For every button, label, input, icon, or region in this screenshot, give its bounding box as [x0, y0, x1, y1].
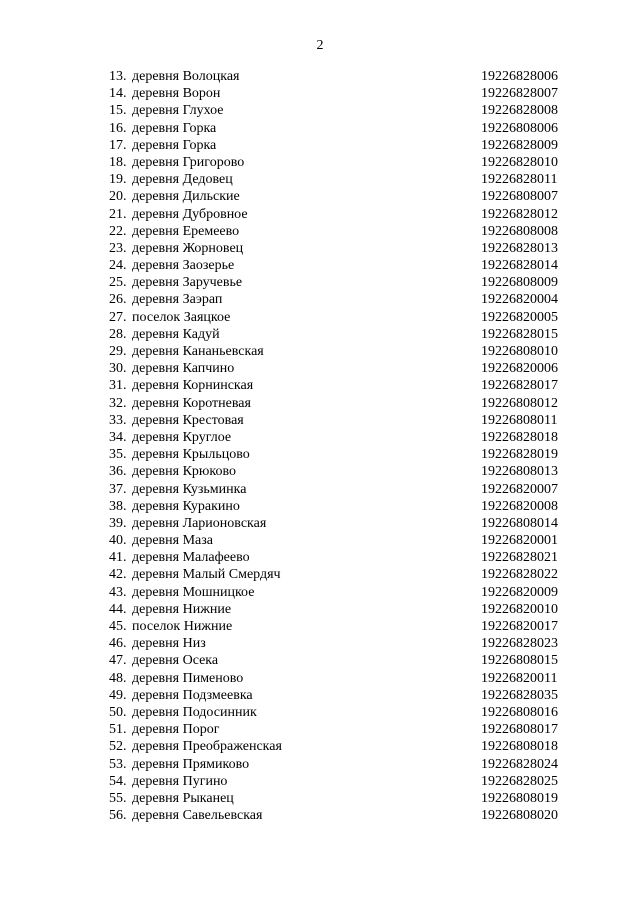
entry-settlement-name: деревня Дильские — [132, 189, 240, 205]
entry-settlement-name: деревня Коротневая — [132, 395, 251, 411]
entry-number: 27. — [109, 309, 127, 325]
list-item — [0, 102, 640, 119]
entry-number: 36. — [109, 464, 127, 480]
list-item — [0, 257, 640, 274]
entry-settlement-name: деревня Ларионовская — [132, 515, 267, 531]
entry-number: 25. — [109, 275, 127, 291]
list-item — [0, 85, 640, 102]
entry-oktmo-code: 19226828014 — [481, 258, 558, 274]
entry-settlement-name: деревня Маза — [132, 533, 213, 549]
list-item — [0, 670, 640, 687]
entry-number: 48. — [109, 670, 127, 686]
entry-oktmo-code: 19226820010 — [481, 601, 558, 617]
list-item — [0, 738, 640, 755]
entry-settlement-name: деревня Нижние — [132, 601, 232, 617]
list-item — [0, 601, 640, 618]
list-item — [0, 532, 640, 549]
entry-number: 13. — [109, 69, 127, 84]
entry-number: 56. — [109, 808, 127, 824]
entry-oktmo-code: 19226828013 — [481, 240, 558, 256]
entry-oktmo-code: 19226808013 — [481, 464, 558, 480]
entry-oktmo-code: 19226828035 — [481, 687, 558, 703]
list-item — [0, 188, 640, 205]
list-item — [0, 377, 640, 394]
entry-oktmo-code: 19226828017 — [481, 378, 558, 394]
entry-settlement-name: деревня Заэрап — [132, 292, 223, 308]
entry-settlement-name: деревня Григорово — [132, 154, 245, 170]
entry-number: 46. — [109, 636, 127, 652]
list-item — [0, 326, 640, 343]
entry-oktmo-code: 19226828010 — [481, 154, 558, 170]
entry-number: 40. — [109, 533, 127, 549]
list-item — [0, 446, 640, 463]
entry-settlement-name: деревня Низ — [132, 636, 206, 652]
entry-oktmo-code: 19226808008 — [481, 223, 558, 239]
list-item — [0, 137, 640, 154]
entry-number: 29. — [109, 344, 127, 359]
entry-settlement-name: деревня Подзмеевка — [132, 687, 253, 703]
entry-settlement-name: деревня Горка — [132, 120, 217, 136]
list-item — [0, 343, 640, 360]
entry-settlement-name: деревня Волоцкая — [132, 69, 240, 84]
list-item — [0, 652, 640, 669]
entry-number: 22. — [109, 223, 127, 239]
list-item — [0, 120, 640, 137]
list-item — [0, 515, 640, 532]
entry-oktmo-code: 19226828008 — [481, 103, 558, 119]
entry-number: 49. — [109, 687, 127, 703]
entry-number: 38. — [109, 498, 127, 514]
list-item — [0, 240, 640, 257]
list-item — [0, 412, 640, 429]
entry-number: 14. — [109, 86, 127, 102]
list-item — [0, 584, 640, 601]
list-item — [0, 566, 640, 583]
entry-oktmo-code: 19226828021 — [481, 550, 558, 566]
entry-oktmo-code: 19226808011 — [481, 412, 558, 428]
entry-settlement-name: деревня Куракино — [132, 498, 240, 514]
entry-settlement-name: деревня Прямиково — [132, 756, 250, 772]
entry-settlement-name: деревня Пугино — [132, 773, 228, 789]
entry-settlement-name: деревня Еремеево — [132, 223, 240, 239]
entry-number: 19. — [109, 172, 127, 188]
entry-number: 47. — [109, 653, 127, 669]
list-item — [0, 291, 640, 308]
list-item — [0, 309, 640, 326]
entry-number: 53. — [109, 756, 127, 772]
entry-number: 30. — [109, 361, 127, 377]
entry-settlement-name: деревня Савельевская — [132, 808, 263, 824]
entry-settlement-name: деревня Рыканец — [132, 790, 234, 806]
entry-settlement-name: деревня Дедовец — [132, 172, 233, 188]
entry-settlement-name: деревня Заручевье — [132, 275, 243, 291]
list-item — [0, 463, 640, 480]
entry-number: 52. — [109, 739, 127, 755]
entry-oktmo-code: 19226828015 — [481, 326, 558, 342]
entry-settlement-name: деревня Жорновец — [132, 240, 244, 256]
entry-oktmo-code: 19226820004 — [481, 292, 558, 308]
entry-oktmo-code: 19226828012 — [481, 206, 558, 222]
entry-number: 37. — [109, 481, 127, 497]
entry-oktmo-code: 19226820007 — [481, 481, 558, 497]
list-item — [0, 618, 640, 635]
entry-oktmo-code: 19226828006 — [481, 69, 558, 84]
entry-settlement-name: деревня Крюково — [132, 464, 236, 480]
settlement-list — [0, 68, 640, 824]
entry-oktmo-code: 19226808007 — [481, 189, 558, 205]
entry-number: 21. — [109, 206, 127, 222]
entry-oktmo-code: 19226820011 — [481, 670, 558, 686]
list-item — [0, 171, 640, 188]
entry-number: 44. — [109, 601, 127, 617]
entry-number: 28. — [109, 326, 127, 342]
entry-number: 43. — [109, 584, 127, 600]
entry-oktmo-code: 19226820008 — [481, 498, 558, 514]
list-item — [0, 223, 640, 240]
entry-settlement-name: деревня Малафеево — [132, 550, 250, 566]
page-number: 2 — [316, 38, 324, 53]
entry-number: 26. — [109, 292, 127, 308]
entry-oktmo-code: 19226820009 — [481, 584, 558, 600]
entry-oktmo-code: 19226828007 — [481, 86, 558, 102]
entry-number: 50. — [109, 704, 127, 720]
entry-oktmo-code: 19226808009 — [481, 275, 558, 291]
entry-number: 24. — [109, 258, 127, 274]
list-item — [0, 360, 640, 377]
entry-number: 32. — [109, 395, 127, 411]
entry-number: 51. — [109, 722, 127, 738]
entry-number: 55. — [109, 790, 127, 806]
entry-settlement-name: деревня Ворон — [132, 86, 221, 102]
entry-number: 23. — [109, 240, 127, 256]
entry-settlement-name: деревня Корнинская — [132, 378, 254, 394]
entry-settlement-name: деревня Круглое — [132, 429, 232, 445]
entry-number: 31. — [109, 378, 127, 394]
entry-settlement-name: деревня Пименово — [132, 670, 244, 686]
list-item — [0, 498, 640, 515]
list-item — [0, 206, 640, 223]
entry-oktmo-code: 19226808018 — [481, 739, 558, 755]
entry-settlement-name: деревня Капчино — [132, 361, 235, 377]
list-item — [0, 704, 640, 721]
entry-settlement-name: деревня Крестовая — [132, 412, 244, 428]
entry-settlement-name: деревня Мошницкое — [132, 584, 255, 600]
entry-settlement-name: деревня Преображенская — [132, 739, 282, 755]
entry-oktmo-code: 19226828023 — [481, 636, 558, 652]
list-item — [0, 721, 640, 738]
entry-oktmo-code: 19226828009 — [481, 137, 558, 153]
list-item — [0, 395, 640, 412]
entry-oktmo-code: 19226808015 — [481, 653, 558, 669]
entry-number: 39. — [109, 515, 127, 531]
entry-oktmo-code: 19226828019 — [481, 447, 558, 463]
entry-oktmo-code: 19226828011 — [481, 172, 558, 188]
entry-number: 35. — [109, 447, 127, 463]
list-item — [0, 549, 640, 566]
entry-oktmo-code: 19226828024 — [481, 756, 558, 772]
entry-settlement-name: деревня Кузьминка — [132, 481, 247, 497]
list-item — [0, 790, 640, 807]
entry-settlement-name: деревня Заозерье — [132, 258, 235, 274]
entry-settlement-name: деревня Порог — [132, 722, 220, 738]
entry-settlement-name: деревня Кадуй — [132, 326, 220, 342]
list-item — [0, 635, 640, 652]
entry-oktmo-code: 19226808014 — [481, 515, 558, 531]
list-item — [0, 773, 640, 790]
entry-settlement-name: деревня Осека — [132, 653, 219, 669]
entry-number: 54. — [109, 773, 127, 789]
entry-oktmo-code: 19226828022 — [481, 567, 558, 583]
entry-number: 16. — [109, 120, 127, 136]
entry-settlement-name: деревня Малый Смердяч — [132, 567, 281, 583]
entry-oktmo-code: 19226808006 — [481, 120, 558, 136]
entry-settlement-name: деревня Дубровное — [132, 206, 248, 222]
entry-number: 42. — [109, 567, 127, 583]
entry-number: 41. — [109, 550, 127, 566]
entry-oktmo-code: 19226808017 — [481, 722, 558, 738]
entry-oktmo-code: 19226820001 — [481, 533, 558, 549]
entry-oktmo-code: 19226808010 — [481, 344, 558, 359]
entry-number: 33. — [109, 412, 127, 428]
entry-oktmo-code: 19226828025 — [481, 773, 558, 789]
entry-settlement-name: деревня Горка — [132, 137, 217, 153]
entry-settlement-name: поселок Заяцкое — [132, 309, 231, 325]
entry-settlement-name: деревня Крыльцово — [132, 447, 250, 463]
entry-oktmo-code: 19226808019 — [481, 790, 558, 806]
entry-number: 45. — [109, 619, 127, 634]
entry-oktmo-code: 19226808016 — [481, 704, 558, 720]
entry-settlement-name: деревня Кананьевская — [132, 344, 264, 359]
entry-oktmo-code: 19226828018 — [481, 429, 558, 445]
entry-number: 20. — [109, 189, 127, 205]
list-item — [0, 154, 640, 171]
entry-oktmo-code: 19226820006 — [481, 361, 558, 377]
list-item — [0, 756, 640, 773]
list-item — [0, 807, 640, 824]
entry-oktmo-code: 19226808020 — [481, 808, 558, 824]
list-item — [0, 274, 640, 291]
entry-settlement-name: деревня Подосинник — [132, 704, 257, 720]
list-item — [0, 481, 640, 498]
entry-number: 18. — [109, 154, 127, 170]
entry-number: 17. — [109, 137, 127, 153]
entry-oktmo-code: 19226820017 — [481, 619, 558, 634]
entry-settlement-name: деревня Глухое — [132, 103, 224, 119]
entry-number: 15. — [109, 103, 127, 119]
entry-number: 34. — [109, 429, 127, 445]
list-item — [0, 687, 640, 704]
entry-oktmo-code: 19226820005 — [481, 309, 558, 325]
entry-oktmo-code: 19226808012 — [481, 395, 558, 411]
entry-settlement-name: поселок Нижние — [132, 619, 233, 634]
list-item — [0, 429, 640, 446]
list-item — [0, 68, 640, 85]
